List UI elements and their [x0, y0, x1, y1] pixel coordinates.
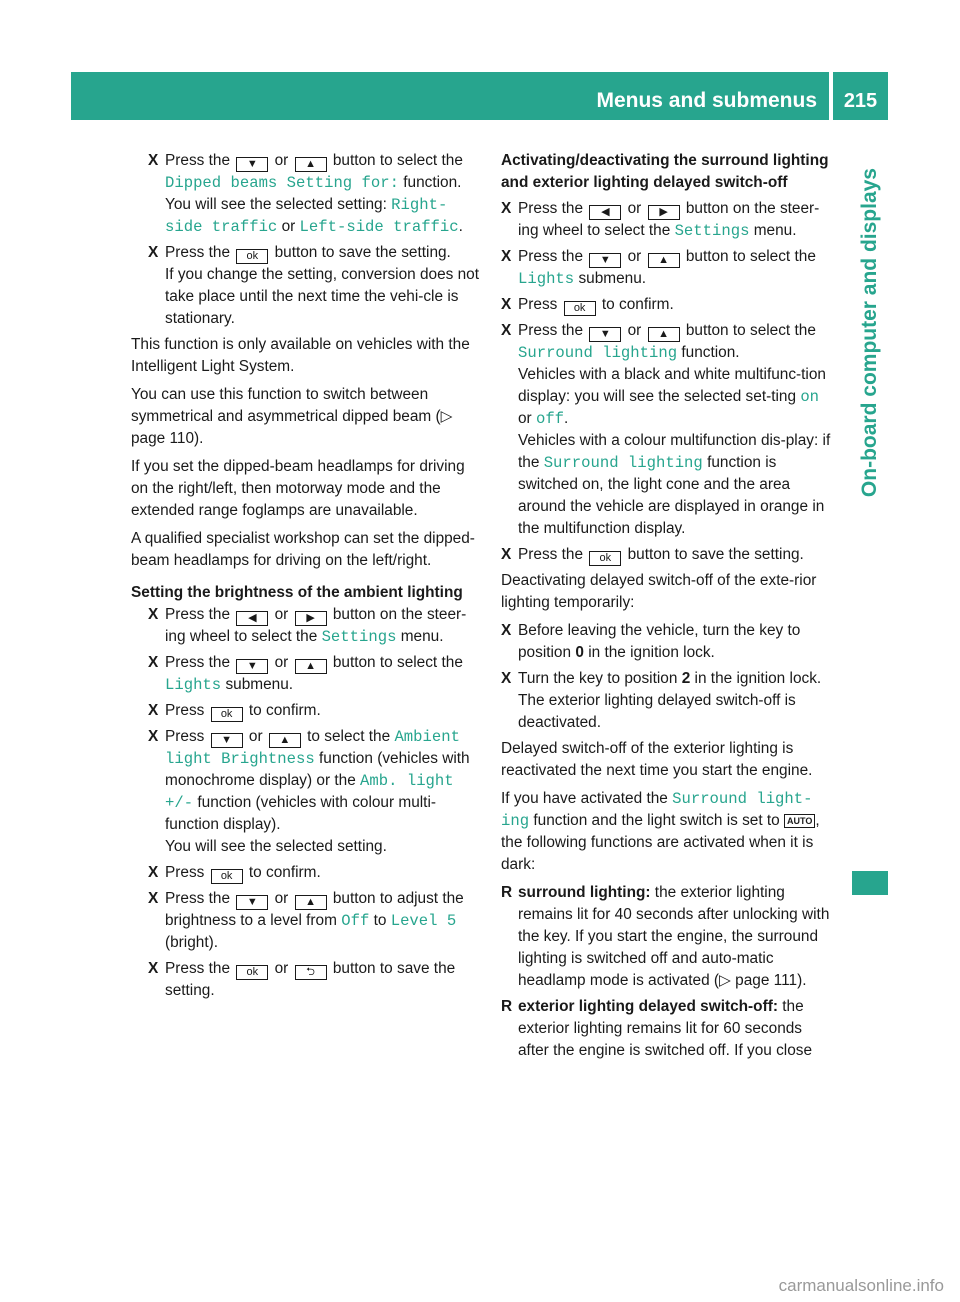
page-number: 215	[833, 72, 888, 120]
step-marker: X	[501, 622, 512, 639]
step-select-ambient: X Press ▼ or ▲ to select the Ambient light Brightness function (vehicles with monochrome display) or the Amb. light +/- function (vehicles with colour multi-function display). You will see the selected setting.	[148, 728, 470, 855]
auto-light-icon: AUTO	[784, 814, 815, 828]
step-turn-key-2: X Turn the key to position 2 in the ignition lock. The exterior lighting delayed switch-off is deactivated.	[501, 670, 822, 731]
right-column	[501, 150, 835, 1066]
submenu-lights: Lights	[165, 676, 222, 694]
section-heading: Activating/deactivating the surround lighting and exterior lighting delayed switch-off	[501, 152, 829, 191]
left-button-icon: ◀	[589, 205, 621, 220]
step-marker: X	[501, 248, 512, 265]
function-surround-lighting: Surround lighting	[543, 454, 703, 472]
step-adjust-brightness: X Press the ▼ or ▲ button to adjust the brightness to a level from Off to Level 5 (bright).	[148, 890, 464, 951]
step-turn-key-0: X Before leaving the vehicle, turn the key to position 0 in the ignition lock.	[501, 622, 801, 661]
paragraph: If you have activated the Surround light-ing function and the light switch is set to AUTO , the following functions are activated when it is dark:	[501, 790, 820, 873]
page-title: Menus and submenus	[596, 89, 817, 112]
function-amb-light: Amb. light +/-	[165, 772, 454, 812]
ok-button-icon: ok	[236, 965, 268, 980]
step-select-lights: X Press the ▼ or ▲ button to select the Lights submenu.	[501, 248, 816, 288]
down-button-icon: ▼	[236, 157, 268, 172]
submenu-lights: Lights	[518, 270, 575, 288]
paragraph: Delayed switch-off of the exterior lighting is reactivated the next time you start the engine.	[501, 740, 813, 779]
value-off: off	[535, 410, 565, 428]
step-marker: X	[148, 244, 159, 261]
menu-item-dipped-beams: Dipped beams Setting for:	[165, 174, 399, 192]
step-select-dipped-beam: X Press the ▼ or ▲ button to select the Dipped beams Setting for: function. You will see the selected setting: Right-side traffic or Left-side traffic.	[148, 152, 463, 236]
function-ambient-light-brightness: Ambient light Brightness	[165, 728, 460, 768]
step-marker: X	[501, 296, 512, 313]
step-marker: X	[148, 864, 159, 881]
setting-right-side-traffic: Right-side traffic	[165, 196, 448, 236]
down-button-icon: ▼	[211, 733, 243, 748]
step-save-setting: X Press the ok button to save the setting.	[501, 546, 804, 564]
ok-button-icon: ok	[236, 249, 268, 264]
page-reference: (▷ page 110).	[131, 408, 453, 447]
bullet-delayed-switch-off: R exterior lighting delayed switch-off: the exterior lighting remains lit for 60 seconds after the engine is switched off. If you close	[501, 998, 813, 1059]
step-marker: X	[501, 670, 512, 687]
step-marker: X	[148, 890, 159, 907]
ok-button-icon: ok	[211, 707, 243, 722]
ok-button-icon: ok	[211, 869, 243, 884]
right-button-icon: ▶	[648, 205, 680, 220]
bullet-marker: R	[501, 884, 513, 901]
up-button-icon: ▲	[295, 157, 327, 172]
setting-left-side-traffic: Left-side traffic	[299, 218, 459, 236]
step-marker: X	[148, 960, 159, 977]
step-save-brightness: X Press the ok or ⮌ button to save the setting.	[148, 960, 456, 999]
step-marker: X	[501, 546, 512, 563]
up-button-icon: ▲	[648, 253, 680, 268]
function-surround-lighting: Surround lighting	[518, 344, 678, 362]
step-marker: X	[148, 152, 159, 169]
up-button-icon: ▲	[648, 327, 680, 342]
section-marker-block	[852, 871, 888, 895]
left-column	[131, 150, 482, 1006]
step-marker: X	[148, 728, 159, 745]
step-save-setting: X Press the ok button to save the setting. If you change the setting, conversion does not take place until the next time the vehi-cle is stationary.	[148, 244, 480, 327]
step-confirm: X Press ok to confirm.	[501, 296, 674, 314]
step-select-lights: X Press the ▼ or ▲ button to select the Lights submenu.	[148, 654, 463, 694]
step-confirm: X Press ok to confirm.	[148, 864, 321, 882]
menu-settings: Settings	[674, 222, 750, 240]
paragraph: This function is only available on vehicles with the Intelligent Light System.	[131, 336, 470, 375]
back-button-icon: ⮌	[295, 965, 327, 980]
page-reference: (▷ page 111).	[713, 972, 807, 989]
ok-button-icon: ok	[564, 301, 596, 316]
value-level-5: Level 5	[390, 912, 457, 930]
section-heading: Setting the brightness of the ambient lighting	[131, 584, 463, 601]
step-marker: X	[148, 654, 159, 671]
step-confirm: X Press ok to confirm.	[148, 702, 321, 720]
right-button-icon: ▶	[295, 611, 327, 626]
down-button-icon: ▼	[236, 895, 268, 910]
down-button-icon: ▼	[236, 659, 268, 674]
left-button-icon: ◀	[236, 611, 268, 626]
up-button-icon: ▲	[295, 895, 327, 910]
menu-settings: Settings	[321, 628, 397, 646]
step-marker: X	[148, 606, 159, 623]
step-marker: X	[148, 702, 159, 719]
step-select-settings: X Press the ◀ or ▶ button on the steer-ing wheel to select the Settings menu.	[501, 200, 820, 240]
step-select-settings: X Press the ◀ or ▶ button on the steer-ing wheel to select the Settings menu.	[148, 606, 467, 646]
up-button-icon: ▲	[295, 659, 327, 674]
section-label: On-board computer and displays	[858, 168, 881, 498]
watermark: carmanualsonline.info	[778, 1276, 944, 1295]
paragraph: Deactivating delayed switch-off of the exte-rior lighting temporarily:	[501, 572, 817, 611]
bullet-surround-lighting: R surround lighting: the exterior lighting remains lit for 40 seconds after unlocking with the key. If you start the engine, the surround lighting is switched off and auto-matic headlamp mode is activated (▷ page 111).	[501, 884, 830, 989]
down-button-icon: ▼	[589, 327, 621, 342]
value-off: Off	[341, 912, 370, 930]
function-surround-lighting: Surround light-ing	[501, 790, 813, 830]
down-button-icon: ▼	[589, 253, 621, 268]
step-select-surround: X Press the ▼ or ▲ button to select the Surround lighting function. Vehicles with a black and white multifunc-tion display: you will see the selected set-ting on or off. Vehicles with a colour multifunction dis-play: if the Surround lighting function is switched on, the light cone and the area around the vehicle are displayed in orange in the multifunction display.	[501, 322, 831, 537]
up-button-icon: ▲	[269, 733, 301, 748]
ok-button-icon: ok	[589, 551, 621, 566]
step-marker: X	[501, 322, 512, 339]
value-on: on	[800, 388, 820, 406]
paragraph: You can use this function to switch between symmetrical and asymmetrical dipped beam (▷ page 110).	[131, 386, 453, 447]
paragraph: A qualified specialist workshop can set the dipped-beam headlamps for driving on the left/right.	[131, 530, 475, 569]
step-marker: X	[501, 200, 512, 217]
bullet-marker: R	[501, 998, 513, 1015]
paragraph: If you set the dipped-beam headlamps for driving on the right/left, then motorway mode and the extended range foglamps are unavailable.	[131, 458, 465, 519]
